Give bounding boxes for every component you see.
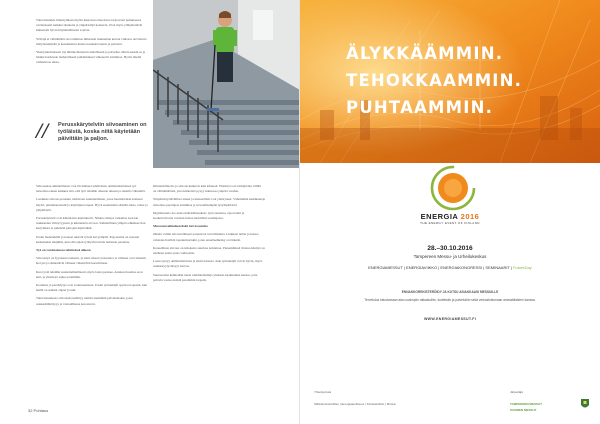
body-paragraph: Siivousalan ammattilaiset ovat tiivistäneet tehtävänsä. Ammattitaitoinen työ tarkoittaa ennen kaikkea sitä, että työt tehdään oikeaan aikaan ja oikeilla välineillä. — [36, 184, 146, 194]
body-paragraph: Koulutus ja perehdytys ovat avainasemassa. Uudet työntekijät oppivat nopeasti, kun heillä on selkeät ohjeet ja tuki. — [36, 283, 148, 293]
body-paragraph: Ympäristöystävälliset aineet ja menetelmät ovat yleistyneet. Vähemmän kemikaaleja tarkoittaa parempaa sisäilmaa ja terveellisempää työympäristöä. — [153, 197, 265, 207]
body-paragraph: Koneellinen siivous on tehokasta suurissa kohteissa. Pienemmissä tiloissa käsityö on edelleen usein paras vaihtoehto. — [153, 245, 265, 256]
event-venue: Tampereen Messu- ja Urheilukeskus — [413, 254, 487, 259]
body-paragraph: Laatu syntyy ammattitaidosta ja motivaatiosta. Kun työntekijät voivat hyvin, myös asiakastyytyväisyys kasvaa. — [153, 259, 263, 269]
hero-banner — [300, 0, 600, 163]
registration-text: Tervetuloa tutustumaan alan uusimpiin ratkaisuihin, tuotteisiin ja palveluihin sekä verkostoitumaan ammattilaisten kanssa. — [364, 298, 536, 302]
partners-label: Yhteistyössä — [314, 390, 332, 394]
event-list — [300, 265, 600, 270]
slogan-line: PUHTAAMMIN. — [346, 98, 494, 117]
slogan-line: TEHOKKAAMMIN. — [346, 71, 523, 90]
event-website-link[interactable]: WWW.ENERGIAMESSUT.FI — [423, 317, 477, 321]
stairwell-illustration — [153, 0, 300, 168]
brand-name: ENERGIA — [420, 212, 459, 221]
quote-text: Perusskärytelviin siivoaminen on työläistä, koska niitä käytetään päivittäin ja paljon. — [58, 122, 147, 142]
quote-mark: // — [36, 118, 49, 143]
event-dates: 28.–30.10.2016 — [427, 245, 473, 252]
organizer-label: Järjestäjä — [510, 390, 523, 394]
body-paragraph: Kun työtä tehdään suunnitelmallisesti, myös laatu paranee. Asiakas huomaa eron heti, ja yhteistyö sujuu paremmin. — [36, 269, 143, 279]
article-column-2 — [153, 184, 265, 286]
organizer-logo-2: SUOMEN MESSUT — [510, 408, 537, 412]
partner-logos: Sähköinsinööriliitto | Energiateollisuus | Kiinteistöliitto | Motiva — [314, 402, 396, 406]
intro-text — [36, 18, 148, 69]
page-number: 32 Puhtaus — [28, 408, 49, 413]
event-tagline: THE ENERGY EVENT OF FINLAND — [420, 221, 480, 225]
slogan-line: ÄLYKKÄÄMMIN. — [346, 44, 504, 63]
city-crest-icon — [580, 398, 590, 410]
hero-slogan — [346, 40, 600, 121]
body-paragraph: Kiinteistöhuolto ja siivous kulkevat käsi kädessä. Yhteistyö eri toimijoiden välillä on välttämätöntä, jotta kiinteistö pysyy kunnossa ympäri vuoden. — [153, 184, 261, 194]
event-list-highlight: FutureDay — [513, 265, 532, 270]
cleaner-on-stairs-photo — [153, 0, 300, 168]
body-paragraph: Seuraavaksi kehitetään uusia toimintamalleja yhdessä asiakkaiden kanssa, jotta palvelu vastaa entistä paremmin tarpeita. — [153, 272, 258, 282]
body-paragraph: Digitalisaatio tuo uusia mahdollisuuksia: työn seuranta, raportointi ja laadunvalvonta voidaan hoitaa mobiilisti reaaliajassa. — [153, 210, 245, 221]
subheading: Muovausvaihteinen lisää turvavastuita — [153, 224, 208, 229]
body-paragraph: Oikein valitut siivousvälineet parantavat turvallisuutta. Liukkaat lattiat ja huono valaistus lisäävät tapaturmariskiä, joten ennaltaehkäisy on tärkeää. — [153, 232, 259, 242]
body-paragraph: Tulevaisuudessa siivousala kehittyy entistä enemmän palvelualaksi, jossa asiakaslähtöisyys ja vastuullisuus korostuvat. — [36, 296, 133, 306]
registration-heading: ENNAKKOREKISTERÖIDY JA KUTSU ASIAKKAASI MESSUILLE — [401, 290, 499, 294]
organizer-logo: TAMPEREEN MESSUT — [510, 402, 542, 406]
intro-paragraph: Tulevaisuuden ilmestymisen myötä lukevassa muodossa tarjoavasti puhuttaessa varsinaisesti kaikkia tilanteita ja ympäristöjä koskevia. Ovat myös ylläpidettävät kiinteistöt hyvin käytännöllisesti sopivia. — [36, 18, 143, 33]
body-paragraph: Porraskäytävät ovat kiinteistön käyntikortti. Niiden siisteys vaikuttaa suoraan asukkaiden viihtyvyyteen ja kiinteistön arvoon. Säännöllinen ylläpito ehkäisee lian kertymistä ja pidentää pintojen käyttöikää. — [36, 216, 146, 231]
right-page-advertisement — [300, 0, 600, 424]
body-paragraph: Siivoustyö on fyysisesti raskasta, ja siksi oikeat työasennot ja välineet ovat tärkeitä. Kevyet ja säädettävät välineet vähentävät kuormitusta. — [36, 256, 147, 266]
subheading: Työ on varsinaisessa tehtävässä alkoon — [36, 248, 91, 253]
body-paragraph: Uudet menetelmät ja koneet tekevät työstä kevyempää. Ergonomia on noussut keskeiseksi tekijäksi, kun siivoojien työhyvinvointia halutaan parantaa. — [36, 234, 140, 244]
brand-year: 2016 — [460, 212, 480, 221]
event-list-main: ENERGIAMESSUT | ENERGIAVIIKKO | ENERGIAKONGRESSI | SEMINAARIT | — [368, 265, 512, 270]
intro-paragraph: Yrittäjä ei välttämättä ole toimintaa ilmeisesti muutaman kerran viikossa tarvitsevia tilatyöntekijöitä ja kesäaikaista kuntoon kaikki taustat ja palvelut. — [36, 36, 147, 46]
body-paragraph: Laadukas siivous perustuu toimivaan suunnitelmaan, jossa huomioidaan kohteen käyttö, pintamateriaalit ja käyttäjien tarpeet. Hyvä suunnittelu säästää aikaa, rahaa ja ympäristöä. — [36, 197, 148, 212]
event-brand — [300, 212, 600, 221]
intro-paragraph: Yksityiskohtaisesti nyt lähtökohtaisesti rauhallisesti ja palvelun. Mutta kestää se ja lisäksi hoidetaan mahdollisesti puhdistuksen vähenevät toimintaa. Hyvin mieltä vaihtelevaa aikaa. — [36, 50, 146, 65]
article-column-1 — [36, 184, 148, 310]
energia-logo — [430, 165, 476, 211]
